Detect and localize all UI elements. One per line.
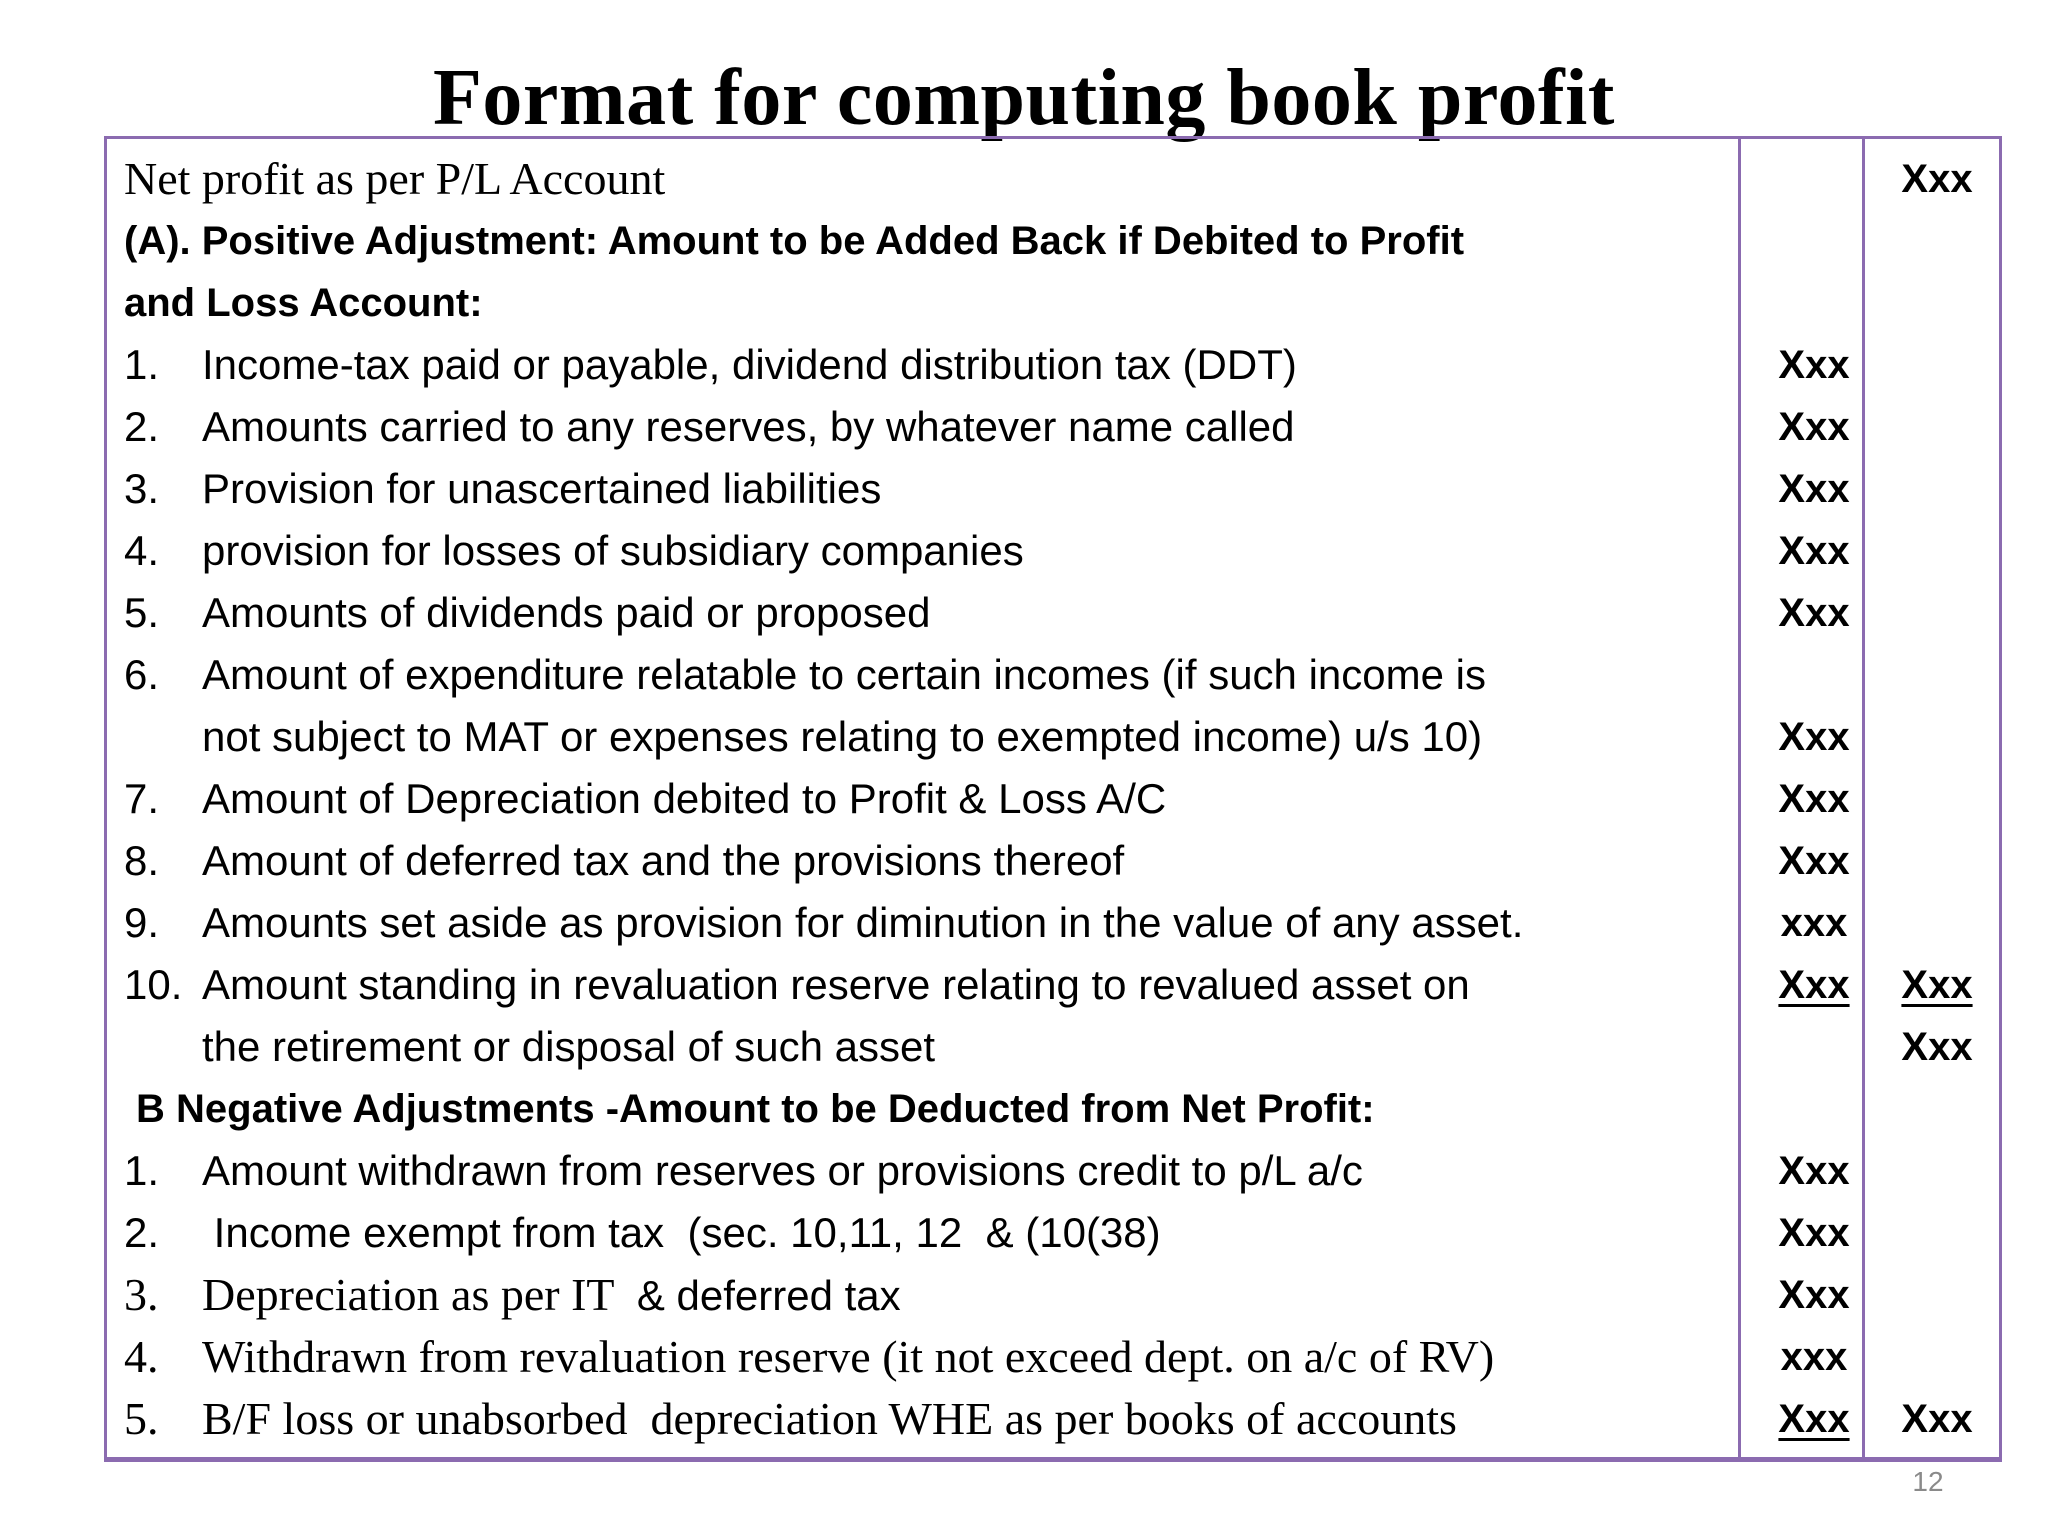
item-text: Amount of expenditure relatable to certain incomes (if such income is (202, 651, 1486, 698)
table-row (124, 458, 1994, 520)
table-row (124, 396, 1994, 458)
table-row (124, 644, 1994, 706)
item-text (202, 1264, 901, 1327)
section-a-heading: (A). Positive Adjustment: Amount to be Added Back if Debited to Profit (124, 219, 1465, 263)
item-value: Xxx (1778, 405, 1850, 449)
table-row (124, 1264, 1994, 1326)
section-b-heading: B Negative Adjustments -Amount to be Deducted from Net Profit: (136, 1087, 1375, 1131)
table-row (124, 1326, 1994, 1388)
item-number: 10. (124, 961, 183, 1008)
section-a-total: Xxx (1901, 963, 1973, 1007)
item-value: Xxx (1778, 1397, 1850, 1441)
item-value: Xxx (1778, 591, 1850, 635)
item-text: Amount of deferred tax and the provisions thereof (202, 837, 1125, 884)
item-text-sans: & deferred tax (625, 1272, 901, 1319)
item-value: xxx (1780, 901, 1848, 945)
item-value: Xxx (1778, 467, 1850, 511)
item-number: 6. (124, 651, 160, 698)
item-text: Provision for unascertained liabilities (202, 465, 882, 512)
item-text: Amounts carried to any reserves, by whatever name called (202, 403, 1295, 450)
table-row (124, 768, 1994, 830)
section-b-heading-row (124, 1078, 1994, 1140)
item-text-cont: not subject to MAT or expenses relating to exempted income) u/s 10) (202, 713, 1483, 760)
item-number: 8. (124, 837, 160, 884)
net-profit-value: Xxx (1901, 157, 1973, 201)
table-row (124, 1016, 1994, 1078)
item-number: 2. (124, 403, 160, 450)
section-a-heading-row (124, 210, 1994, 272)
page-title: Format for computing book profit (433, 54, 1615, 142)
table-row (124, 954, 1994, 1016)
table-row (124, 1388, 1994, 1450)
item-number: 1. (124, 341, 160, 388)
item-text: Income-tax paid or payable, dividend distribution tax (DDT) (202, 341, 1297, 388)
item-text: Amount standing in revaluation reserve relating to revalued asset on (202, 961, 1470, 1008)
item-text-serif: Depreciation as per IT (202, 1269, 626, 1320)
table-row (124, 892, 1994, 954)
item-value: Xxx (1778, 1149, 1850, 1193)
item-text: B/F loss or unabsorbed depreciation WHE as per books of accounts (202, 1393, 1457, 1444)
item-number: 5. (124, 1393, 159, 1444)
table-row (124, 582, 1994, 644)
item-number: 1. (124, 1147, 160, 1194)
item-number: 5. (124, 589, 160, 636)
item-text: Amount of Depreciation debited to Profit & Loss A/C (202, 775, 1167, 822)
section-a-heading-row-2 (124, 272, 1994, 334)
item-value: Xxx (1778, 529, 1850, 573)
item-value: Xxx (1778, 343, 1850, 387)
item-number: 4. (124, 1331, 159, 1382)
item-number: 2. (124, 1209, 160, 1256)
item-text: Amounts set aside as provision for diminution in the value of any asset. (202, 899, 1524, 946)
item-text: Withdrawn from revaluation reserve (it not exceed dept. on a/c of RV) (202, 1331, 1495, 1382)
item-value: Xxx (1778, 1273, 1850, 1317)
item-value: Xxx (1778, 715, 1850, 759)
table-row (124, 334, 1994, 396)
table-row (124, 1202, 1994, 1264)
item-number: 7. (124, 775, 160, 822)
item-number: 9. (124, 899, 160, 946)
section-a-heading-cont: and Loss Account: (124, 281, 483, 325)
item-number: 4. (124, 527, 160, 574)
net-profit-row (124, 148, 1994, 210)
item-number: 3. (124, 465, 160, 512)
table-row (124, 1140, 1994, 1202)
section-b-total: Xxx (1901, 1397, 1973, 1441)
item-text: Income exempt from tax (sec. 10,11, 12 & (10(38) (202, 1209, 1161, 1256)
item-value: xxx (1780, 1335, 1848, 1379)
item-text: Amount withdrawn from reserves or provisions credit to p/L a/c (202, 1147, 1363, 1194)
item-value: Xxx (1778, 963, 1850, 1007)
item-text: Amounts of dividends paid or proposed (202, 589, 931, 636)
item-value: Xxx (1778, 1211, 1850, 1255)
table-row (124, 706, 1994, 768)
net-profit-label: Net profit as per P/L Account (124, 153, 666, 204)
table-row (124, 830, 1994, 892)
item-text-cont: the retirement or disposal of such asset (202, 1023, 936, 1070)
page-number: 12 (1912, 1466, 1944, 1497)
item-value: Xxx (1778, 777, 1850, 821)
net-after-a: Xxx (1901, 1025, 1973, 1069)
item-value: Xxx (1778, 839, 1850, 883)
item-text: provision for losses of subsidiary companies (202, 527, 1024, 574)
table-row (124, 520, 1994, 582)
item-number: 3. (124, 1269, 159, 1320)
